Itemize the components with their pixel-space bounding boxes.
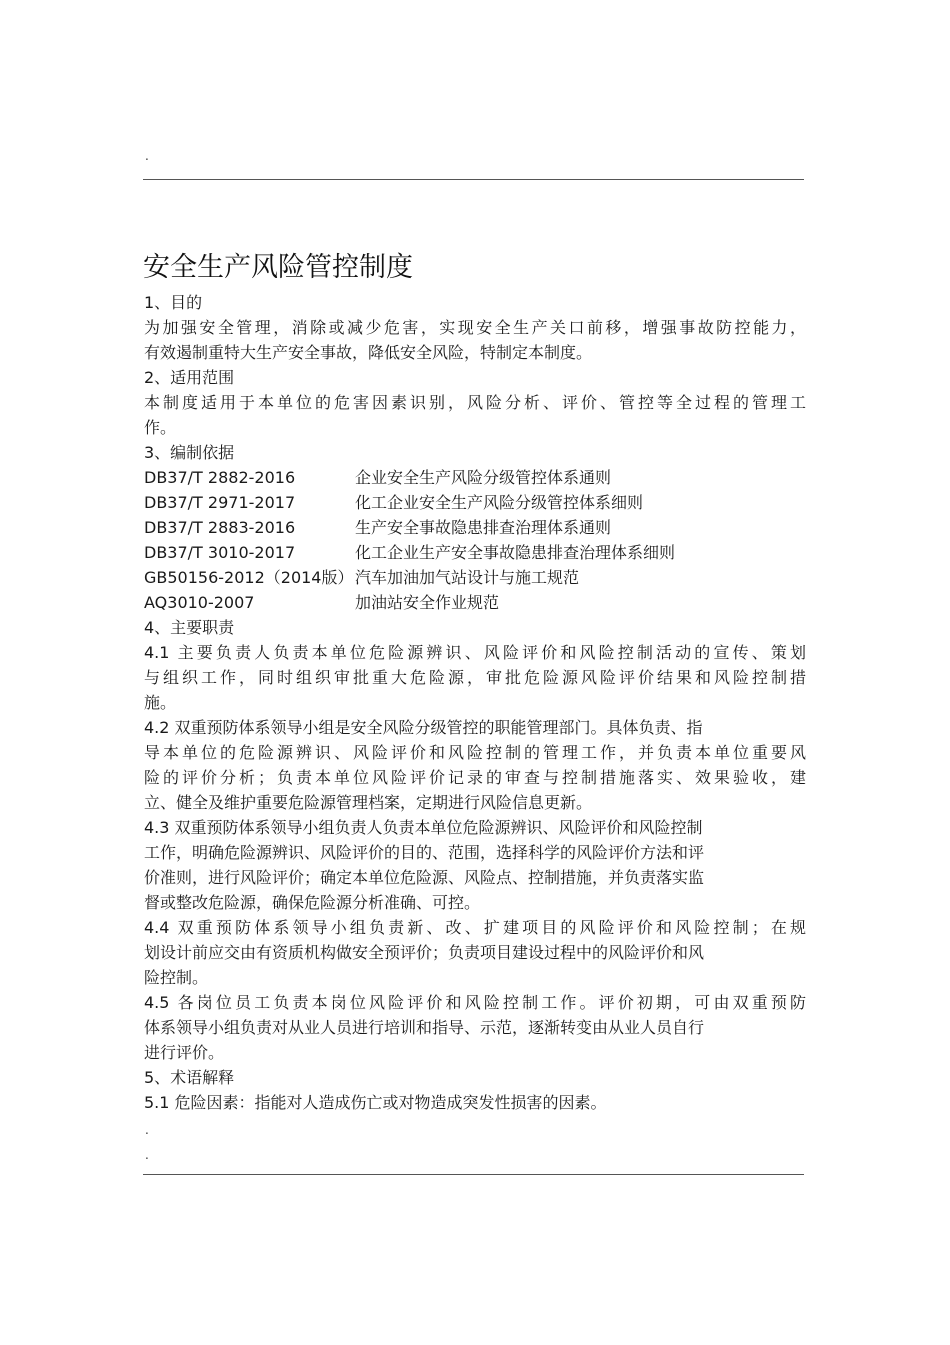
document-body [144, 290, 808, 1115]
reference-row [144, 590, 808, 615]
clause-4-4-line: 4.4 双重预防体系领导小组负责新、改、扩建项目的风险评价和风险控制；在规 [144, 918, 806, 937]
reference-code: DB37/T 2971-2017 [144, 493, 296, 512]
section-4-heading: 4、主要职责 [144, 618, 235, 637]
reference-code: DB37/T 3010-2017 [144, 543, 296, 562]
clause-4-5-line: 进行评价。 [144, 1043, 225, 1062]
clause-4-2-line: 4.2 双重预防体系领导小组是安全风险分级管控的职能管理部门。具体负责、指 [144, 718, 703, 737]
section-2-line: 本制度适用于本单位的危害因素识别，风险分析、评价、管控等全过程的管理工 [144, 393, 806, 412]
reference-code: DB37/T 2882-2016 [144, 468, 296, 487]
clause-4-3-line: 督或整改危险源，确保危险源分析准确、可控。 [144, 893, 481, 912]
clause-4-5-line: 4.5 各岗位员工负责本岗位风险评价和风险控制工作。评价初期，可由双重预防 [144, 993, 806, 1012]
section-2-heading: 2、适用范围 [144, 368, 235, 387]
clause-4-1-line: 4.1 主要负责人负责本单位危险源辨识、风险评价和风险控制活动的宣传、策划 [144, 643, 806, 662]
section-5-heading: 5、术语解释 [144, 1068, 235, 1087]
section-2-line: 作。 [144, 418, 177, 437]
reference-row [144, 465, 808, 490]
reference-name: 生产安全事故隐患排查治理体系通则 [355, 518, 612, 537]
reference-name: 汽车加油加气站设计与施工规范 [355, 568, 580, 587]
header-rule [143, 179, 804, 180]
section-1-line: 为加强安全管理，消除或减少危害，实现安全生产关口前移，增强事故防控能力， [144, 318, 806, 337]
reference-row [144, 540, 808, 565]
section-3-heading: 3、编制依据 [144, 443, 235, 462]
reference-row [144, 565, 808, 590]
reference-row [144, 490, 808, 515]
reference-code: AQ3010-2007 [144, 593, 255, 612]
clause-4-4-line: 险控制。 [144, 968, 209, 987]
document-title: 安全生产风险管控制度 [143, 252, 413, 283]
reference-code: DB37/T 2883-2016 [144, 518, 296, 537]
clause-4-3-line: 工作，明确危险源辨识、风险评价的目的、范围，选择科学的风险评价方法和评 [144, 843, 705, 862]
clause-4-1-line: 与组织工作，同时组织审批重大危险源，审批危险源风险评价结果和风险控制措 [144, 668, 806, 687]
clause-4-4-line: 划设计前应交由有资质机构做安全预评价；负责项目建设过程中的风险评价和风 [144, 943, 705, 962]
clause-4-2-line: 立、健全及维护重要危险源管理档案，定期进行风险信息更新。 [144, 793, 593, 812]
footer-rule [143, 1174, 804, 1175]
clause-4-1-line: 施。 [144, 693, 177, 712]
footer-dot: . [145, 1123, 149, 1137]
clause-4-3-line: 价准则，进行风险评价；确定本单位危险源、风险点、控制措施，并负责落实监 [144, 868, 705, 887]
clause-4-2-line: 导本单位的危险源辨识、风险评价和风险控制的管理工作，并负责本单位重要风 [144, 743, 806, 762]
reference-name: 加油站安全作业规范 [355, 593, 500, 612]
clause-4-5-line: 体系领导小组负责对从业人员进行培训和指导、示范，逐渐转变由从业人员自行 [144, 1018, 705, 1037]
section-1-heading: 1、目的 [144, 293, 203, 312]
reference-row [144, 515, 808, 540]
reference-name: 企业安全生产风险分级管控体系通则 [355, 468, 612, 487]
header-dot: . [145, 149, 149, 163]
clause-4-2-line: 险的评价分析；负责本单位风险评价记录的审查与控制措施落实、效果验收，建 [144, 768, 806, 787]
clause-5-1-line: 5.1 危险因素：指能对人造成伤亡或对物造成突发性损害的因素。 [144, 1093, 607, 1112]
section-1-line: 有效遏制重特大生产安全事故，降低安全风险，特制定本制度。 [144, 343, 593, 362]
reference-name: 化工企业生产安全事故隐患排查治理体系细则 [355, 543, 676, 562]
clause-4-3-line: 4.3 双重预防体系领导小组负责人负责本单位危险源辨识、风险评价和风险控制 [144, 818, 703, 837]
footer-dot: . [145, 1148, 149, 1162]
reference-name: 化工企业安全生产风险分级管控体系细则 [355, 493, 644, 512]
reference-code: GB50156-2012（2014版） [144, 568, 354, 587]
